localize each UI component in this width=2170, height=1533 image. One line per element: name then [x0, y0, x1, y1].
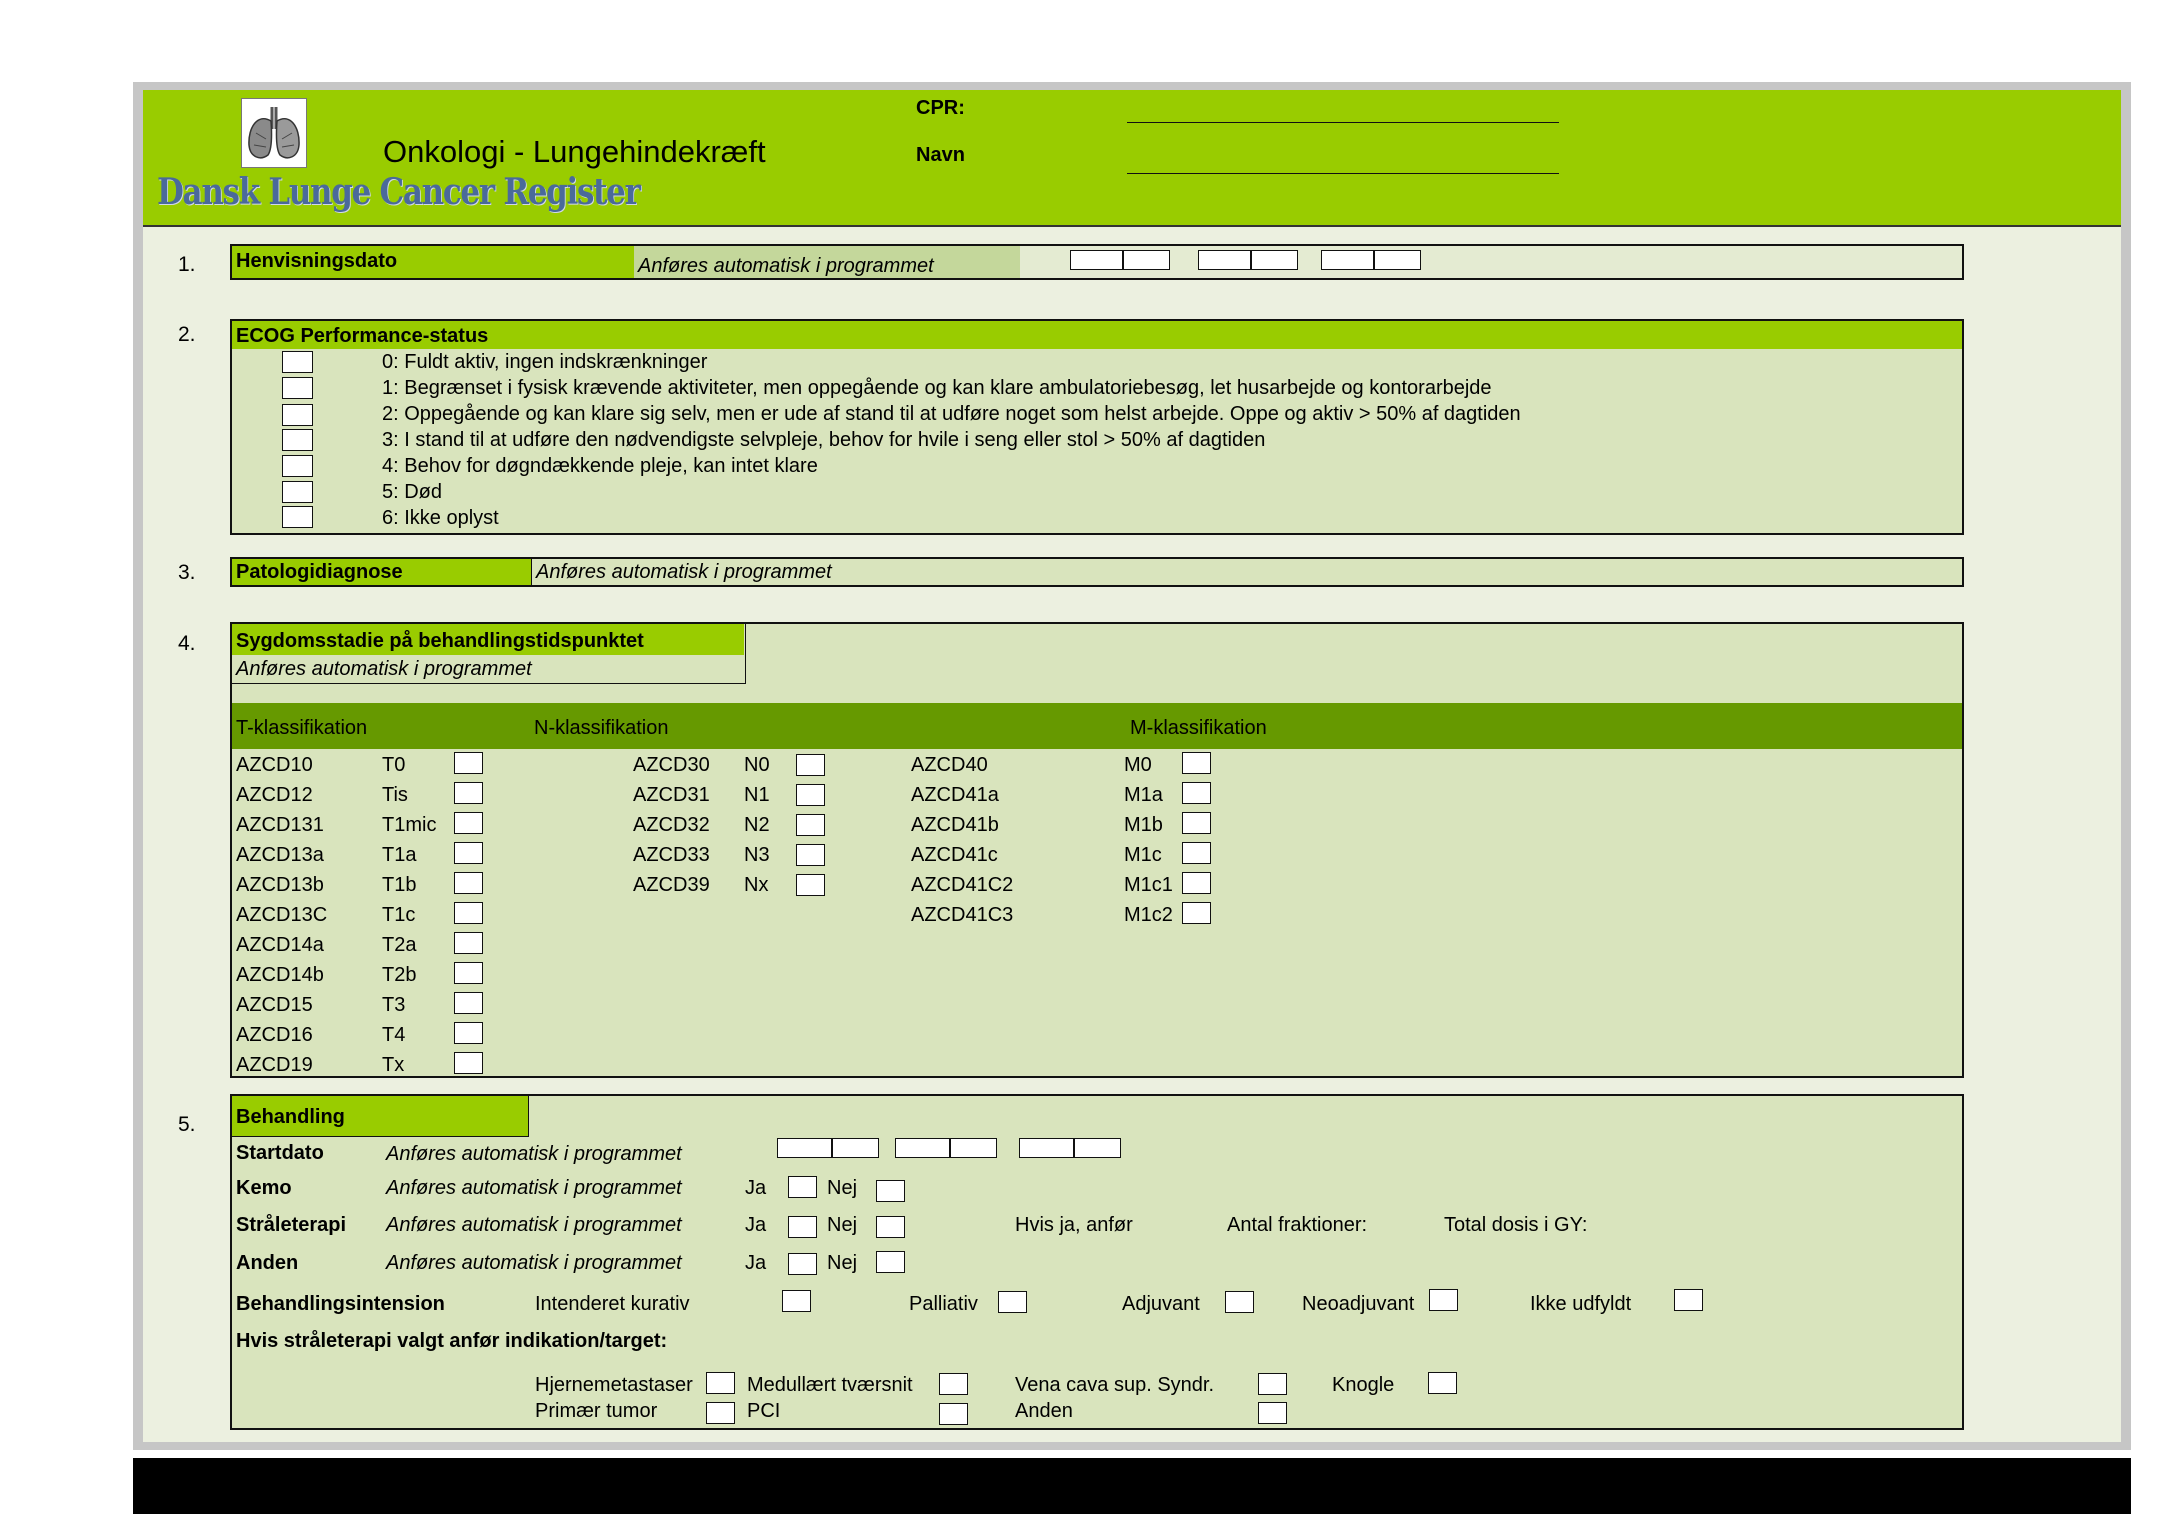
t-value: T0 — [382, 754, 406, 776]
intension-option-label: Intenderet kurativ — [535, 1293, 690, 1315]
t-code: AZCD14b — [236, 964, 324, 986]
date-digit-box[interactable] — [1074, 1138, 1121, 1158]
date-digit-box[interactable] — [1251, 250, 1298, 270]
t-checkbox[interactable] — [454, 902, 483, 924]
target-label: Primær tumor — [535, 1400, 658, 1422]
target-label: Hjernemetastaser — [535, 1374, 693, 1396]
section-title: ECOG Performance-status — [236, 325, 489, 347]
intension-adjuvant-checkbox[interactable] — [1225, 1291, 1254, 1313]
n-value: N0 — [744, 754, 770, 776]
straaleterapi-ja-checkbox[interactable] — [788, 1216, 817, 1238]
n-code: AZCD39 — [633, 874, 710, 896]
section-title: Henvisningsdato — [236, 250, 398, 272]
intension-ikke-udfyldt-checkbox[interactable] — [1674, 1289, 1703, 1311]
m-value: M1c2 — [1124, 904, 1173, 926]
m-value: M1a — [1124, 784, 1163, 806]
t-checkbox[interactable] — [454, 1022, 483, 1044]
intension-kurativ-checkbox[interactable] — [782, 1290, 811, 1312]
ecog-option-checkbox[interactable] — [282, 404, 313, 426]
target-vena-cava-checkbox[interactable] — [1258, 1373, 1287, 1395]
ja-label: Ja — [745, 1177, 767, 1199]
m-checkbox[interactable] — [1182, 812, 1211, 834]
straaleterapi-nej-checkbox[interactable] — [876, 1216, 905, 1238]
nej-label: Nej — [827, 1214, 858, 1236]
section-title: Behandling — [236, 1106, 345, 1128]
date-digit-box[interactable] — [950, 1138, 997, 1158]
date-digit-box[interactable] — [777, 1138, 832, 1158]
auto-note: Anføres automatisk i programmet — [536, 561, 832, 583]
n-value: N3 — [744, 844, 770, 866]
date-digit-box[interactable] — [1198, 250, 1251, 270]
indikation-label: Hvis stråleterapi valgt anfør indikation/target: — [236, 1330, 668, 1352]
date-digit-box[interactable] — [1374, 250, 1421, 270]
kemo-label: Kemo — [236, 1177, 292, 1199]
n-value: Nx — [744, 874, 769, 896]
m-value: M1c — [1124, 844, 1162, 866]
navn-label: Navn — [916, 144, 965, 166]
n-code: AZCD32 — [633, 814, 710, 836]
m-value: M1c1 — [1124, 874, 1173, 896]
t-checkbox[interactable] — [454, 1052, 483, 1074]
ecog-option-label: 6: Ikke oplyst — [382, 507, 499, 529]
m-checkbox[interactable] — [1182, 752, 1211, 774]
t-value: T1a — [382, 844, 417, 866]
target-pci-checkbox[interactable] — [939, 1403, 968, 1425]
t-checkbox[interactable] — [454, 782, 483, 804]
ecog-option-checkbox[interactable] — [282, 351, 313, 373]
target-knogle-checkbox[interactable] — [1428, 1372, 1457, 1394]
m-checkbox[interactable] — [1182, 872, 1211, 894]
m-code: AZCD41b — [911, 814, 999, 836]
t-value: T2b — [382, 964, 417, 986]
section-number: 4. — [178, 632, 196, 655]
intension-option-label: Palliativ — [909, 1293, 978, 1315]
hvis-ja-label: Hvis ja, anfør — [1015, 1214, 1133, 1236]
date-digit-box[interactable] — [1019, 1138, 1074, 1158]
section-number: 2. — [178, 323, 196, 346]
t-value: T1c — [382, 904, 416, 926]
auto-note: Anføres automatisk i programmet — [386, 1177, 682, 1199]
auto-note: Anføres automatisk i programmet — [386, 1214, 682, 1236]
ecog-option-checkbox[interactable] — [282, 377, 313, 399]
ecog-option-checkbox[interactable] — [282, 455, 313, 477]
straaleterapi-label: Stråleterapi — [236, 1214, 347, 1236]
t-value: Tis — [382, 784, 408, 806]
m-code: AZCD40 — [911, 754, 988, 776]
n-value: N2 — [744, 814, 770, 836]
cpr-label: CPR: — [916, 97, 965, 119]
ecog-option-label: 5: Død — [382, 481, 443, 503]
n-checkbox[interactable] — [796, 874, 825, 896]
ecog-option-checkbox[interactable] — [282, 481, 313, 503]
target-label: Vena cava sup. Syndr. — [1015, 1374, 1215, 1396]
section-title: Sygdomsstadie på behandlingstidspunktet — [236, 630, 644, 652]
auto-note: Anføres automatisk i programmet — [386, 1143, 682, 1165]
section-number: 1. — [178, 253, 196, 276]
form-header — [143, 90, 2121, 227]
n-code: AZCD31 — [633, 784, 710, 806]
t-checkbox[interactable] — [454, 812, 483, 834]
date-digit-box[interactable] — [1070, 250, 1123, 270]
n-code: AZCD30 — [633, 754, 710, 776]
target-medullaert-checkbox[interactable] — [939, 1373, 968, 1395]
classification-header-bar — [232, 703, 1962, 749]
section-title: Patologidiagnose — [236, 561, 403, 583]
ecog-option-label: 0: Fuldt aktiv, ingen indskrænkninger — [382, 351, 708, 373]
t-code: AZCD10 — [236, 754, 313, 776]
t-header: T-klassifikation — [236, 717, 368, 739]
t-code: AZCD15 — [236, 994, 313, 1016]
behandlingsintension-label: Behandlingsintension — [236, 1293, 445, 1315]
auto-note: Anføres automatisk i programmet — [236, 658, 532, 680]
target-label: Knogle — [1332, 1374, 1395, 1396]
intension-palliativ-checkbox[interactable] — [998, 1291, 1027, 1313]
ecog-option-checkbox[interactable] — [282, 429, 313, 451]
t-checkbox[interactable] — [454, 842, 483, 864]
n-checkbox[interactable] — [796, 784, 825, 806]
kemo-nej-checkbox[interactable] — [876, 1180, 905, 1202]
t-value: Tx — [382, 1054, 405, 1076]
t-checkbox[interactable] — [454, 932, 483, 954]
section-patologidiagnose — [230, 557, 1964, 587]
ecog-option-label: 2: Oppegående og kan klare sig selv, men er ude af stand til at udføre noget som helst arbejde. Oppe og aktiv > 50% af dagtiden — [382, 403, 1521, 425]
t-code: AZCD14a — [236, 934, 324, 956]
date-digit-box[interactable] — [1123, 250, 1170, 270]
t-value: T1b — [382, 874, 417, 896]
navn-field[interactable] — [1127, 173, 1559, 174]
kemo-ja-checkbox[interactable] — [788, 1176, 817, 1198]
m-checkbox[interactable] — [1182, 782, 1211, 804]
date-digit-box[interactable] — [1321, 250, 1374, 270]
t-value: T1mic — [382, 814, 437, 836]
section-sygdomsstadie — [230, 622, 1964, 1078]
total-dosis-label: Total dosis i GY: — [1444, 1214, 1588, 1236]
ja-label: Ja — [745, 1214, 767, 1236]
anden-nej-checkbox[interactable] — [876, 1251, 905, 1273]
m-header: M-klassifikation — [1130, 717, 1267, 739]
intension-neoadjuvant-checkbox[interactable] — [1429, 1289, 1458, 1311]
ja-label: Ja — [745, 1252, 767, 1274]
intension-option-label: Neoadjuvant — [1302, 1293, 1415, 1315]
t-code: AZCD13b — [236, 874, 324, 896]
target-primaer-tumor-checkbox[interactable] — [706, 1402, 735, 1424]
intension-option-label: Adjuvant — [1122, 1293, 1200, 1315]
n-code: AZCD33 — [633, 844, 710, 866]
m-code: AZCD41C2 — [911, 874, 1014, 896]
anden-label: Anden — [236, 1252, 299, 1274]
footer-bar — [133, 1458, 2131, 1514]
target-anden-checkbox[interactable] — [1258, 1402, 1287, 1424]
n-checkbox[interactable] — [796, 814, 825, 836]
t-checkbox[interactable] — [454, 872, 483, 894]
t-code: AZCD12 — [236, 784, 313, 806]
t-checkbox[interactable] — [454, 962, 483, 984]
startdato-label: Startdato — [236, 1142, 324, 1164]
section-ecog — [230, 319, 1964, 535]
m-value: M0 — [1124, 754, 1152, 776]
t-code: AZCD19 — [236, 1054, 313, 1076]
n-value: N1 — [744, 784, 770, 806]
target-hjernemetastaser-checkbox[interactable] — [706, 1372, 735, 1394]
section-number: 3. — [178, 561, 196, 584]
section-behandling — [230, 1094, 1964, 1430]
n-checkbox[interactable] — [796, 844, 825, 866]
target-label: Anden — [1015, 1400, 1073, 1422]
t-value: T3 — [382, 994, 406, 1016]
registry-logo-text: Dansk Lunge Cancer Register — [157, 171, 640, 213]
auto-note: Anføres automatisk i programmet — [638, 255, 934, 277]
page-title: Onkologi - Lungehindekræft — [383, 134, 766, 169]
nej-label: Nej — [827, 1177, 858, 1199]
t-checkbox[interactable] — [454, 752, 483, 774]
t-code: AZCD13C — [236, 904, 328, 926]
m-checkbox[interactable] — [1182, 902, 1211, 924]
section-number: 5. — [178, 1113, 196, 1136]
n-checkbox[interactable] — [796, 754, 825, 776]
n-header: N-klassifikation — [534, 717, 669, 739]
anden-ja-checkbox[interactable] — [788, 1253, 817, 1275]
m-code: AZCD41C3 — [911, 904, 1014, 926]
ecog-option-label: 1: Begrænset i fysisk krævende aktiviteter, men oppegående og kan klare ambulatoriebesøg, let husarbejde og kontorarbejde — [382, 377, 1492, 399]
date-digit-box[interactable] — [832, 1138, 879, 1158]
ecog-option-checkbox[interactable] — [282, 506, 313, 528]
m-value: M1b — [1124, 814, 1163, 836]
t-checkbox[interactable] — [454, 992, 483, 1014]
section-henvisningsdato — [230, 244, 1964, 280]
antal-fraktioner-label: Antal fraktioner: — [1227, 1214, 1368, 1236]
date-digit-box[interactable] — [895, 1138, 950, 1158]
nej-label: Nej — [827, 1252, 858, 1274]
m-code: AZCD41a — [911, 784, 999, 806]
lungs-icon — [241, 98, 307, 168]
ecog-option-label: 4: Behov for døgndækkende pleje, kan intet klare — [382, 455, 818, 477]
ecog-option-label: 3: I stand til at udføre den nødvendigste selvpleje, behov for hvile i seng eller stol > 50% af dagtiden — [382, 429, 1266, 451]
target-label: PCI — [747, 1400, 781, 1422]
cpr-field[interactable] — [1127, 122, 1559, 123]
t-code: AZCD13a — [236, 844, 324, 866]
t-code: AZCD131 — [236, 814, 324, 836]
t-code: AZCD16 — [236, 1024, 313, 1046]
t-value: T4 — [382, 1024, 406, 1046]
intension-option-label: Ikke udfyldt — [1530, 1293, 1632, 1315]
target-label: Medullært tværsnit — [747, 1374, 913, 1396]
m-code: AZCD41c — [911, 844, 998, 866]
t-value: T2a — [382, 934, 417, 956]
m-checkbox[interactable] — [1182, 842, 1211, 864]
auto-note: Anføres automatisk i programmet — [386, 1252, 682, 1274]
